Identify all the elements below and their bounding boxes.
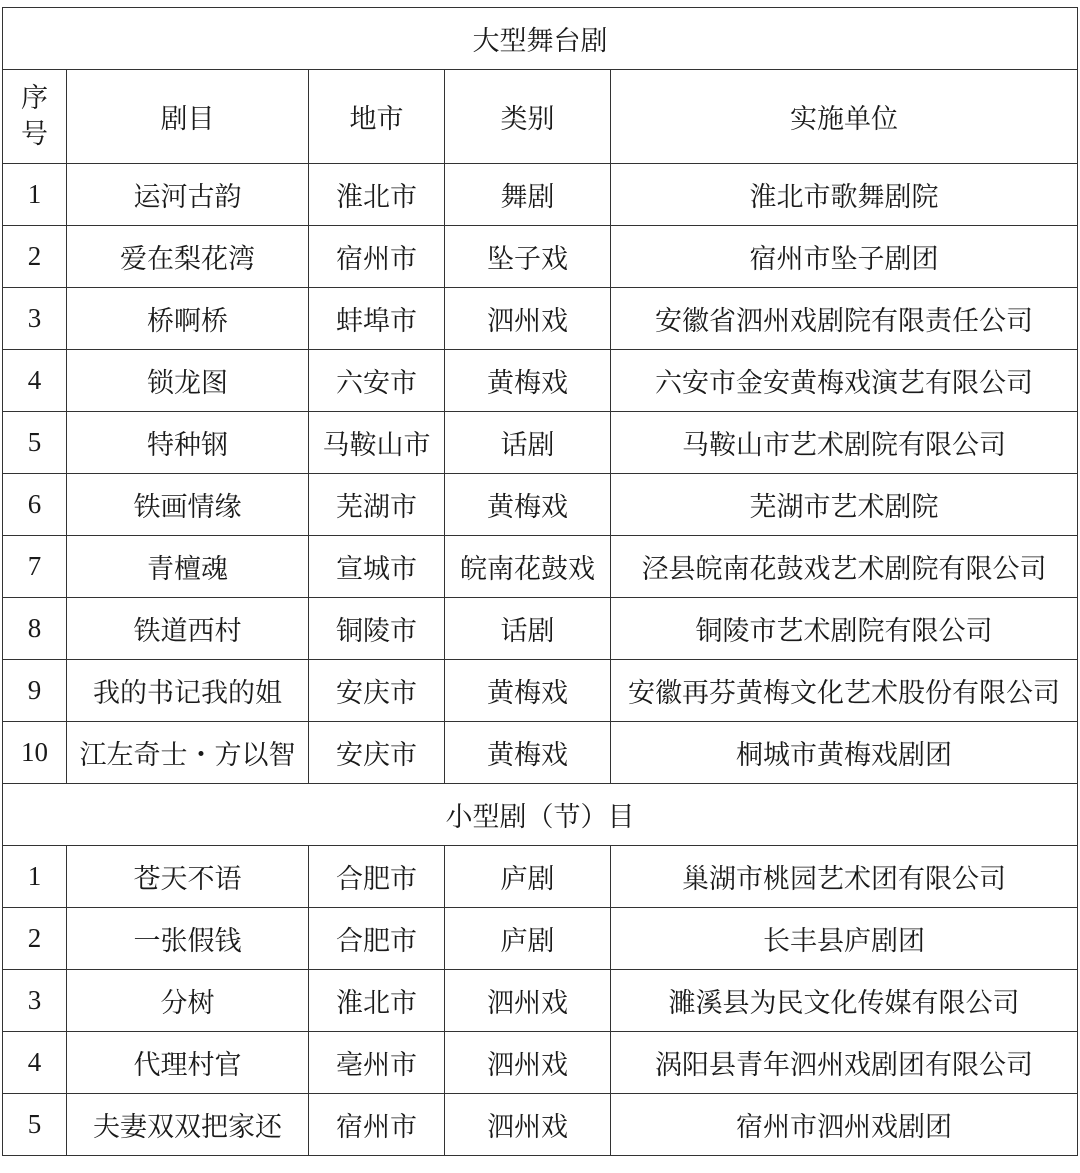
table-row: [3, 1032, 1078, 1094]
cell-category: 泗州戏: [445, 1032, 611, 1094]
table-row: [3, 474, 1078, 536]
cell-unit: 桐城市黄梅戏剧团: [611, 722, 1078, 784]
cell-city: 安庆市: [309, 722, 445, 784]
table-row: [3, 598, 1078, 660]
cell-city: 淮北市: [309, 970, 445, 1032]
cell-title: 夫妻双双把家还: [67, 1094, 309, 1156]
table-row: [3, 164, 1078, 226]
cell-title: 江左奇士・方以智: [67, 722, 309, 784]
cell-index: 7: [3, 536, 67, 598]
table-row: [3, 350, 1078, 412]
cell-city: 蚌埠市: [309, 288, 445, 350]
table-row: [3, 722, 1078, 784]
cell-index: 3: [3, 970, 67, 1032]
cell-city: 宿州市: [309, 1094, 445, 1156]
section-header-large: [3, 8, 1078, 70]
cell-unit: 铜陵市艺术剧院有限公司: [611, 598, 1078, 660]
program-table: [2, 7, 1078, 1156]
cell-unit: 六安市金安黄梅戏演艺有限公司: [611, 350, 1078, 412]
cell-category: 舞剧: [445, 164, 611, 226]
program-table-body: [3, 8, 1078, 1156]
cell-unit: 泾县皖南花鼓戏艺术剧院有限公司: [611, 536, 1078, 598]
cell-category: 黄梅戏: [445, 722, 611, 784]
cell-category: 话剧: [445, 598, 611, 660]
cell-index: 5: [3, 412, 67, 474]
cell-unit: 涡阳县青年泗州戏剧团有限公司: [611, 1032, 1078, 1094]
header-index-line2: 号: [21, 118, 48, 150]
table-row: [3, 1094, 1078, 1156]
cell-title: 分树: [67, 970, 309, 1032]
column-header-row: [3, 70, 1078, 164]
cell-city: 六安市: [309, 350, 445, 412]
cell-index: 4: [3, 350, 67, 412]
cell-title: 代理村官: [67, 1032, 309, 1094]
cell-title: 爱在梨花湾: [67, 226, 309, 288]
cell-city: 宿州市: [309, 226, 445, 288]
cell-index: 4: [3, 1032, 67, 1094]
cell-city: 铜陵市: [309, 598, 445, 660]
section-header-small: [3, 784, 1078, 846]
header-index: [3, 70, 67, 164]
header-title: 剧目: [67, 70, 309, 164]
cell-city: 安庆市: [309, 660, 445, 722]
cell-title: 我的书记我的姐: [67, 660, 309, 722]
header-category: 类别: [445, 70, 611, 164]
cell-category: 黄梅戏: [445, 350, 611, 412]
cell-title: 运河古韵: [67, 164, 309, 226]
table-row: [3, 288, 1078, 350]
cell-title: 锁龙图: [67, 350, 309, 412]
cell-unit: 马鞍山市艺术剧院有限公司: [611, 412, 1078, 474]
cell-title: 桥啊桥: [67, 288, 309, 350]
section-title-small: 小型剧（节）目: [3, 784, 1078, 846]
cell-city: 淮北市: [309, 164, 445, 226]
table-row: [3, 908, 1078, 970]
table-row: [3, 412, 1078, 474]
cell-unit: 长丰县庐剧团: [611, 908, 1078, 970]
cell-city: 合肥市: [309, 846, 445, 908]
cell-category: 庐剧: [445, 908, 611, 970]
cell-category: 坠子戏: [445, 226, 611, 288]
cell-city: 宣城市: [309, 536, 445, 598]
cell-category: 泗州戏: [445, 970, 611, 1032]
cell-unit: 安徽省泗州戏剧院有限责任公司: [611, 288, 1078, 350]
header-index-line1: 序: [21, 83, 48, 115]
cell-title: 铁画情缘: [67, 474, 309, 536]
cell-category: 话剧: [445, 412, 611, 474]
section-title-large: 大型舞台剧: [3, 8, 1078, 70]
cell-index: 2: [3, 226, 67, 288]
cell-index: 1: [3, 164, 67, 226]
table-row: [3, 846, 1078, 908]
cell-index: 3: [3, 288, 67, 350]
cell-index: 5: [3, 1094, 67, 1156]
cell-category: 泗州戏: [445, 288, 611, 350]
cell-title: 一张假钱: [67, 908, 309, 970]
cell-category: 泗州戏: [445, 1094, 611, 1156]
header-city: 地市: [309, 70, 445, 164]
cell-city: 合肥市: [309, 908, 445, 970]
cell-title: 铁道西村: [67, 598, 309, 660]
cell-unit: 淮北市歌舞剧院: [611, 164, 1078, 226]
cell-title: 苍天不语: [67, 846, 309, 908]
table-row: [3, 970, 1078, 1032]
cell-category: 皖南花鼓戏: [445, 536, 611, 598]
cell-category: 黄梅戏: [445, 474, 611, 536]
cell-unit: 宿州市泗州戏剧团: [611, 1094, 1078, 1156]
cell-unit: 巢湖市桃园艺术团有限公司: [611, 846, 1078, 908]
cell-unit: 安徽再芬黄梅文化艺术股份有限公司: [611, 660, 1078, 722]
cell-unit: 芜湖市艺术剧院: [611, 474, 1078, 536]
cell-index: 6: [3, 474, 67, 536]
cell-city: 马鞍山市: [309, 412, 445, 474]
cell-city: 芜湖市: [309, 474, 445, 536]
table-row: [3, 660, 1078, 722]
cell-category: 黄梅戏: [445, 660, 611, 722]
header-unit: 实施单位: [611, 70, 1078, 164]
cell-index: 1: [3, 846, 67, 908]
cell-city: 亳州市: [309, 1032, 445, 1094]
cell-index: 10: [3, 722, 67, 784]
cell-title: 特种钢: [67, 412, 309, 474]
cell-title: 青檀魂: [67, 536, 309, 598]
cell-index: 2: [3, 908, 67, 970]
table-row: [3, 536, 1078, 598]
cell-unit: 濉溪县为民文化传媒有限公司: [611, 970, 1078, 1032]
cell-index: 9: [3, 660, 67, 722]
cell-unit: 宿州市坠子剧团: [611, 226, 1078, 288]
cell-category: 庐剧: [445, 846, 611, 908]
table-row: [3, 226, 1078, 288]
cell-index: 8: [3, 598, 67, 660]
